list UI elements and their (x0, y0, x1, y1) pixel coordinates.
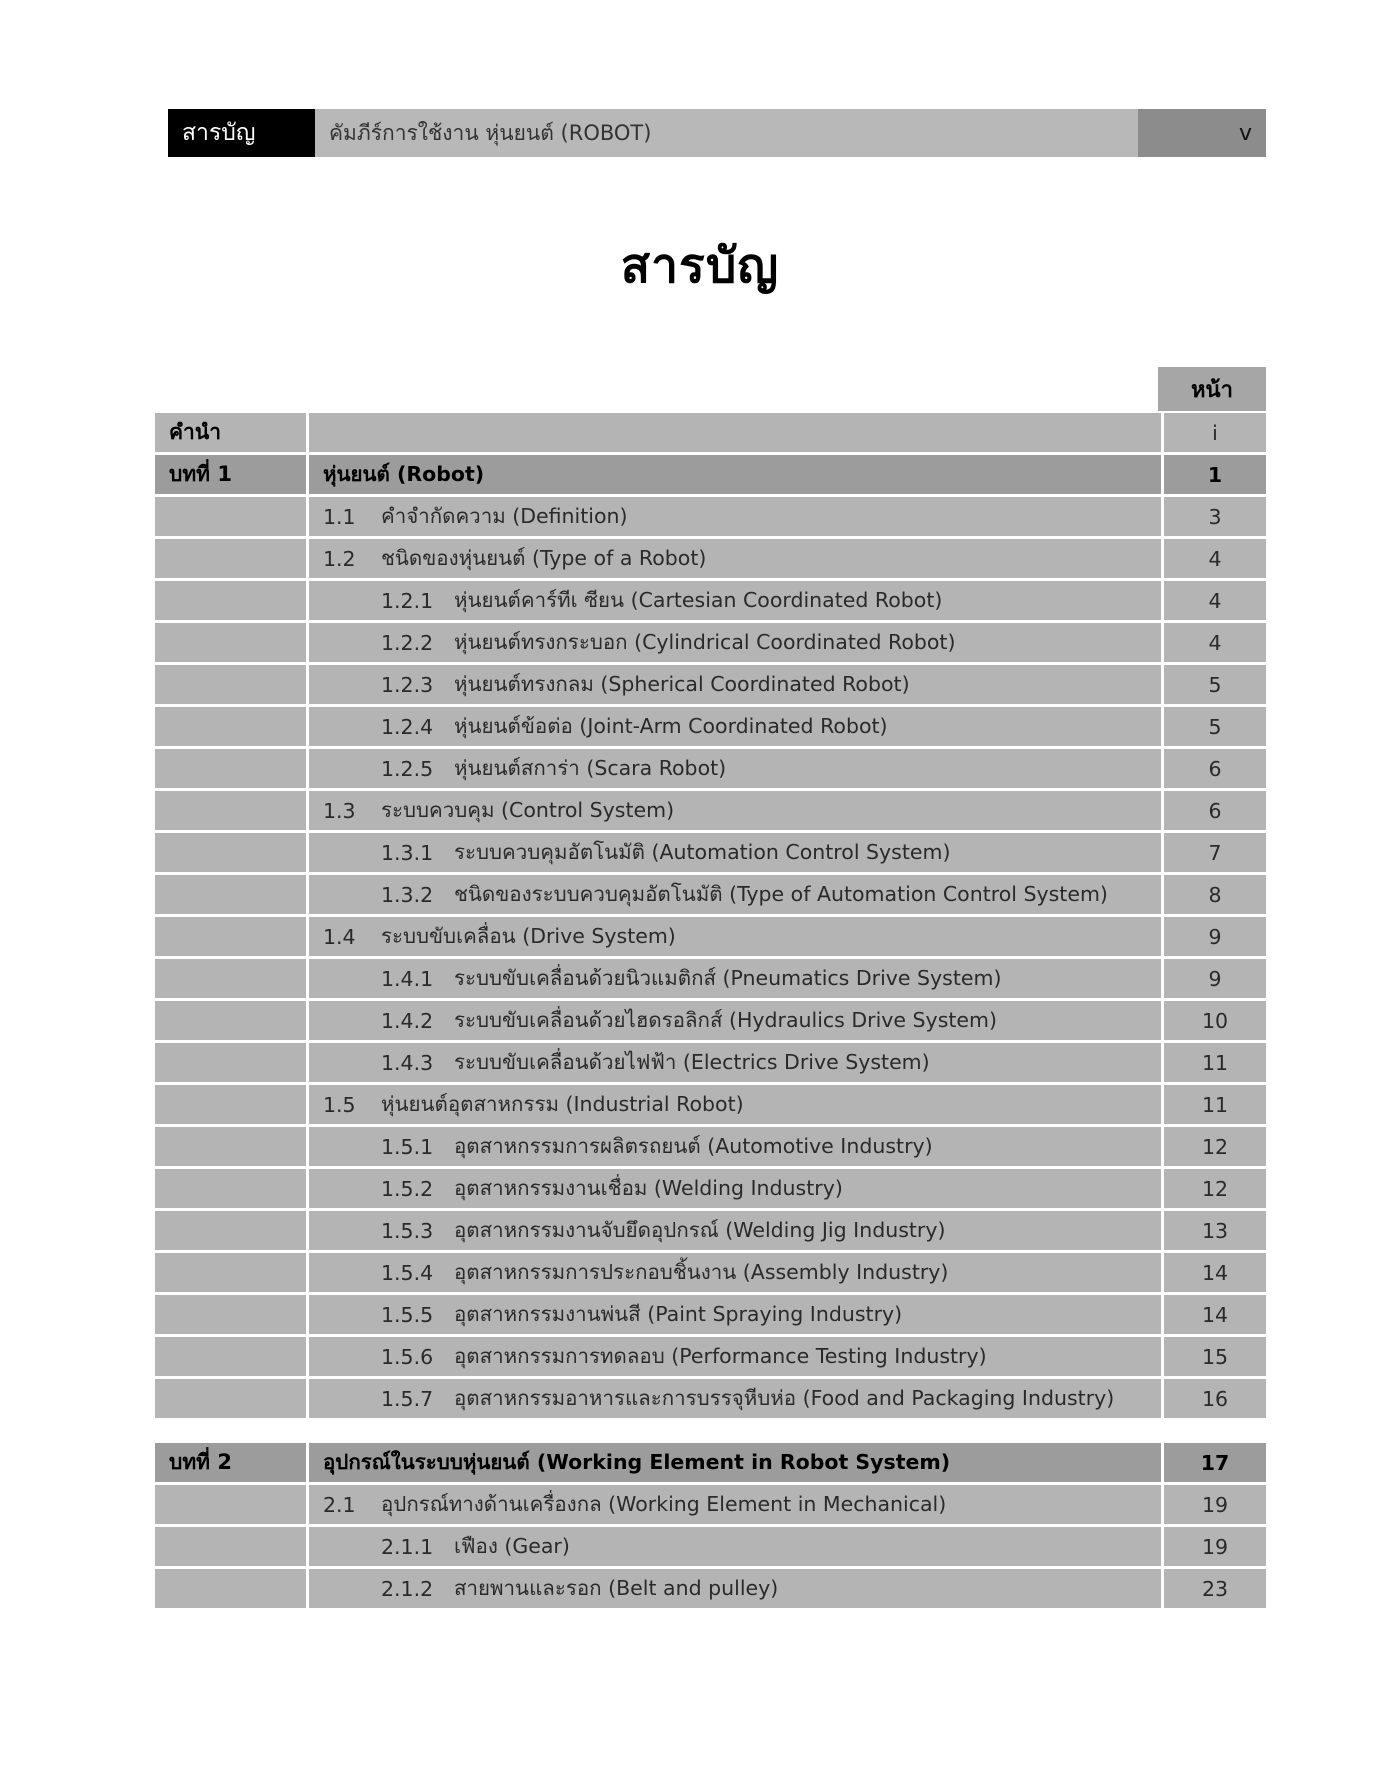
entry-title: ระบบควบคุม (Control System) (381, 798, 675, 822)
entry-title-cell (309, 1169, 1161, 1208)
front-matter-label: คำนำ (155, 413, 306, 452)
entry-title: สายพานและรอก (Belt and pulley) (454, 1576, 779, 1600)
entry-chapter-cell (155, 1211, 306, 1250)
entry-title-cell (309, 623, 1161, 662)
entry-title: เฟือง (Gear) (454, 1534, 570, 1558)
front-matter-title (309, 413, 1161, 452)
toc-entry-row (155, 833, 1266, 872)
toc-entry-row (155, 1085, 1266, 1124)
toc-entry-row (155, 1295, 1266, 1334)
entry-title-cell (309, 1485, 1161, 1524)
header-section-label: สารบัญ (168, 109, 315, 157)
entry-number: 1.5.2 (381, 1176, 434, 1201)
entry-chapter-cell (155, 623, 306, 662)
entry-page: 10 (1164, 1001, 1266, 1040)
entry-number: 2.1.2 (381, 1576, 434, 1601)
chapter-label: บทที่ 1 (155, 455, 306, 494)
front-matter-page: i (1164, 413, 1266, 452)
toc-entry-row (155, 1569, 1266, 1608)
header-page-number: v (1138, 109, 1266, 157)
entry-number: 1.2.1 (381, 588, 434, 613)
entry-title-cell (309, 1337, 1161, 1376)
entry-title: หุ่นยนต์สการ่า (Scara Robot) (454, 756, 727, 780)
toc-entry-row (155, 1127, 1266, 1166)
toc-entry-row (155, 1211, 1266, 1250)
entry-page: 9 (1164, 959, 1266, 998)
toc-row-chapter-1 (155, 455, 1266, 494)
entry-title-cell (309, 875, 1161, 914)
entry-title: อุปกรณ์ทางด้านเครื่องกล (Working Element in Mechanical) (381, 1492, 947, 1516)
entry-number: 1.4 (323, 924, 356, 949)
entry-number: 1.2.5 (381, 756, 434, 781)
entry-title: ชนิดของระบบควบคุมอัตโนมัติ (Type of Automation Control System) (454, 882, 1108, 906)
entry-number: 2.1.1 (381, 1534, 434, 1559)
toc-entry-row (155, 1001, 1266, 1040)
entry-title: อุตสาหกรรมงานจับยึดอุปกรณ์ (Welding Jig Industry) (454, 1218, 946, 1242)
entry-chapter-cell (155, 581, 306, 620)
entry-number: 1.2.4 (381, 714, 434, 739)
page-column-header: หน้า (1158, 367, 1266, 411)
entry-number: 1.1 (323, 504, 356, 529)
entry-chapter-cell (155, 707, 306, 746)
entry-number: 1.2 (323, 546, 356, 571)
entry-title-cell (309, 1001, 1161, 1040)
entry-page: 11 (1164, 1043, 1266, 1082)
entry-page: 5 (1164, 665, 1266, 704)
entry-page: 16 (1164, 1379, 1266, 1418)
toc-entry-row (155, 1485, 1266, 1524)
entry-chapter-cell (155, 539, 306, 578)
entry-number: 1.3.2 (381, 882, 434, 907)
entry-chapter-cell (155, 1337, 306, 1376)
entry-title: หุ่นยนต์ทรงกระบอก (Cylindrical Coordinated Robot) (454, 630, 956, 654)
entry-chapter-cell (155, 1085, 306, 1124)
entry-chapter-cell (155, 1043, 306, 1082)
chapter-title: อุปกรณ์ในระบบหุ่นยนต์ (Working Element in Robot System) (309, 1443, 1161, 1482)
entry-page: 7 (1164, 833, 1266, 872)
entry-title-cell (309, 1127, 1161, 1166)
entry-chapter-cell (155, 1569, 306, 1608)
entry-title-cell (309, 707, 1161, 746)
toc-entry-row (155, 749, 1266, 788)
entry-number: 1.5.6 (381, 1344, 434, 1369)
toc-entry-row (155, 917, 1266, 956)
entry-number: 1.2.3 (381, 672, 434, 697)
entry-title: อุตสาหกรรมการผลิตรถยนต์ (Automotive Industry) (454, 1134, 933, 1158)
entry-title: ระบบขับเคลื่อนด้วยนิวแมติกส์ (Pneumatics Drive System) (454, 966, 1002, 990)
entry-chapter-cell (155, 1127, 306, 1166)
entry-chapter-cell (155, 1253, 306, 1292)
header-book-title: คัมภีร์การใช้งาน หุ่นยนต์ (ROBOT) (315, 109, 1138, 157)
entry-chapter-cell (155, 1295, 306, 1334)
toc-entry-row (155, 665, 1266, 704)
entry-number: 1.5.1 (381, 1134, 434, 1159)
entry-page: 6 (1164, 791, 1266, 830)
toc-entry-row (155, 1253, 1266, 1292)
entry-chapter-cell (155, 497, 306, 536)
toc-entry-row (155, 791, 1266, 830)
entry-page: 3 (1164, 497, 1266, 536)
chapter-title: หุ่นยนต์ (Robot) (309, 455, 1161, 494)
toc-entry-row (155, 1379, 1266, 1418)
entry-number: 2.1 (323, 1492, 356, 1517)
entry-title-cell (309, 1253, 1161, 1292)
entry-number: 1.3.1 (381, 840, 434, 865)
entry-title: อุตสาหกรรมการประกอบชิ้นงาน (Assembly Industry) (454, 1260, 949, 1284)
entry-title-cell (309, 1043, 1161, 1082)
chapter-label: บทที่ 2 (155, 1443, 306, 1482)
entry-title-cell (309, 791, 1161, 830)
entry-chapter-cell (155, 1527, 306, 1566)
entry-page: 12 (1164, 1169, 1266, 1208)
toc-row-chapter-2 (155, 1443, 1266, 1482)
chapter-page: 17 (1164, 1443, 1266, 1482)
entry-title-cell (309, 1569, 1161, 1608)
toc-entry-row (155, 1527, 1266, 1566)
toc-entry-row (155, 497, 1266, 536)
entry-title: ระบบขับเคลื่อนด้วยไฟฟ้า (Electrics Drive System) (454, 1050, 930, 1074)
entry-chapter-cell (155, 791, 306, 830)
toc-entry-row (155, 1043, 1266, 1082)
entry-number: 1.4.2 (381, 1008, 434, 1033)
entry-page: 5 (1164, 707, 1266, 746)
toc-chapter-2 (155, 1443, 1266, 1611)
chapter-page: 1 (1164, 455, 1266, 494)
entry-number: 1.5.3 (381, 1218, 434, 1243)
entry-title-cell (309, 1295, 1161, 1334)
entry-chapter-cell (155, 833, 306, 872)
entry-title-cell (309, 1527, 1161, 1566)
entry-title: อุตสาหกรรมการทดลอบ (Performance Testing Industry) (454, 1344, 987, 1368)
entry-title: ระบบขับเคลื่อนด้วยไฮดรอลิกส์ (Hydraulics Drive System) (454, 1008, 997, 1032)
entry-number: 1.5.7 (381, 1386, 434, 1411)
entry-page: 12 (1164, 1127, 1266, 1166)
entry-title-cell (309, 749, 1161, 788)
entry-title: หุ่นยนต์อุตสาหกรรม (Industrial Robot) (381, 1092, 744, 1116)
entry-page: 8 (1164, 875, 1266, 914)
toc-chapter-1 (155, 413, 1266, 1421)
entry-number: 1.5.5 (381, 1302, 434, 1327)
entry-title: ระบบขับเคลื่อน (Drive System) (381, 924, 676, 948)
toc-entry-row (155, 959, 1266, 998)
entry-title: หุ่นยนต์ข้อต่อ (Joint-Arm Coordinated Robot) (454, 714, 888, 738)
entry-title: อุตสาหกรรมอาหารและการบรรจุหีบห่อ (Food and Packaging Industry) (454, 1386, 1115, 1410)
entry-number: 1.3 (323, 798, 356, 823)
entry-number: 1.4.1 (381, 966, 434, 991)
toc-entry-row (155, 539, 1266, 578)
entry-page: 23 (1164, 1569, 1266, 1608)
entry-chapter-cell (155, 1169, 306, 1208)
entry-page: 19 (1164, 1527, 1266, 1566)
entry-page: 9 (1164, 917, 1266, 956)
entry-title-cell (309, 581, 1161, 620)
toc-row-front-matter (155, 413, 1266, 452)
entry-title-cell (309, 1379, 1161, 1418)
entry-title: อุตสาหกรรมงานพ่นสี (Paint Spraying Industry) (454, 1302, 903, 1326)
toc-entry-row (155, 875, 1266, 914)
entry-title-cell (309, 917, 1161, 956)
entry-page: 4 (1164, 539, 1266, 578)
entry-title-cell (309, 1211, 1161, 1250)
entry-title: หุ่นยนต์คาร์ทีเ ซียน (Cartesian Coordinated Robot) (454, 588, 943, 612)
entry-title-cell (309, 497, 1161, 536)
entry-page: 6 (1164, 749, 1266, 788)
toc-entry-row (155, 581, 1266, 620)
entry-title-cell (309, 1085, 1161, 1124)
entry-number: 1.2.2 (381, 630, 434, 655)
entry-title: คำจำกัดความ (Definition) (381, 504, 628, 528)
toc-entry-row (155, 623, 1266, 662)
entry-chapter-cell (155, 1379, 306, 1418)
entry-title-cell (309, 539, 1161, 578)
entry-page: 11 (1164, 1085, 1266, 1124)
entry-page: 4 (1164, 623, 1266, 662)
entry-chapter-cell (155, 749, 306, 788)
entry-page: 13 (1164, 1211, 1266, 1250)
toc-entry-row (155, 1169, 1266, 1208)
toc-entry-row (155, 1337, 1266, 1376)
toc-entry-row (155, 707, 1266, 746)
entry-title-cell (309, 959, 1161, 998)
entry-page: 4 (1164, 581, 1266, 620)
entry-title: ชนิดของหุ่นยนต์ (Type of a Robot) (381, 546, 707, 570)
entry-title-cell (309, 665, 1161, 704)
entry-page: 15 (1164, 1337, 1266, 1376)
entry-title: หุ่นยนต์ทรงกลม (Spherical Coordinated Robot) (454, 672, 910, 696)
entry-title: ระบบควบคุมอัตโนมัติ (Automation Control System) (454, 840, 951, 864)
entry-chapter-cell (155, 917, 306, 956)
entry-chapter-cell (155, 1485, 306, 1524)
running-header (168, 109, 1266, 157)
entry-chapter-cell (155, 665, 306, 704)
entry-number: 1.4.3 (381, 1050, 434, 1075)
page-title: สารบัญ (620, 238, 780, 294)
entry-title: อุตสาหกรรมงานเชื่อม (Welding Industry) (454, 1176, 843, 1200)
entry-page: 14 (1164, 1295, 1266, 1334)
entry-title-cell (309, 833, 1161, 872)
entry-chapter-cell (155, 959, 306, 998)
entry-number: 1.5 (323, 1092, 356, 1117)
entry-page: 14 (1164, 1253, 1266, 1292)
entry-page: 19 (1164, 1485, 1266, 1524)
entry-chapter-cell (155, 875, 306, 914)
entry-chapter-cell (155, 1001, 306, 1040)
entry-number: 1.5.4 (381, 1260, 434, 1285)
